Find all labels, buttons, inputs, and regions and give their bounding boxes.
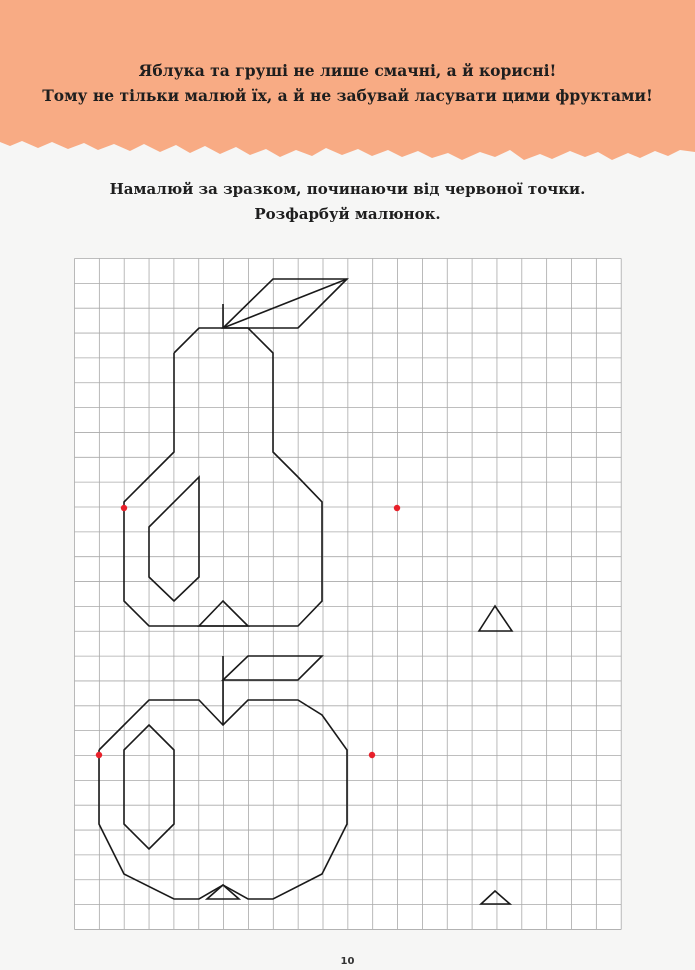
header-banner bbox=[0, 0, 695, 175]
pear-copy-start-dot bbox=[394, 505, 400, 511]
pear-sample-start-dot bbox=[121, 505, 127, 511]
task-instructions bbox=[0, 177, 695, 227]
drawing-grid-area bbox=[74, 258, 622, 938]
header-line-1: Яблука та груші не лише смачні, а й корисні! bbox=[138, 61, 557, 80]
apple-sample-start-dot bbox=[96, 752, 102, 758]
page-number: 10 bbox=[340, 956, 355, 967]
instruction-line-1: Намалюй за зразком, починаючи від червоної точки. bbox=[109, 180, 586, 198]
apple-copy-start-dot bbox=[369, 752, 375, 758]
drawing-grid bbox=[74, 258, 622, 934]
grid-lines bbox=[75, 259, 622, 930]
instruction-line-2: Розфарбуй малюнок. bbox=[254, 205, 441, 223]
header-line-2: Тому не тільки малюй їх, а й не забувай ласувати цими фруктами! bbox=[42, 86, 653, 105]
